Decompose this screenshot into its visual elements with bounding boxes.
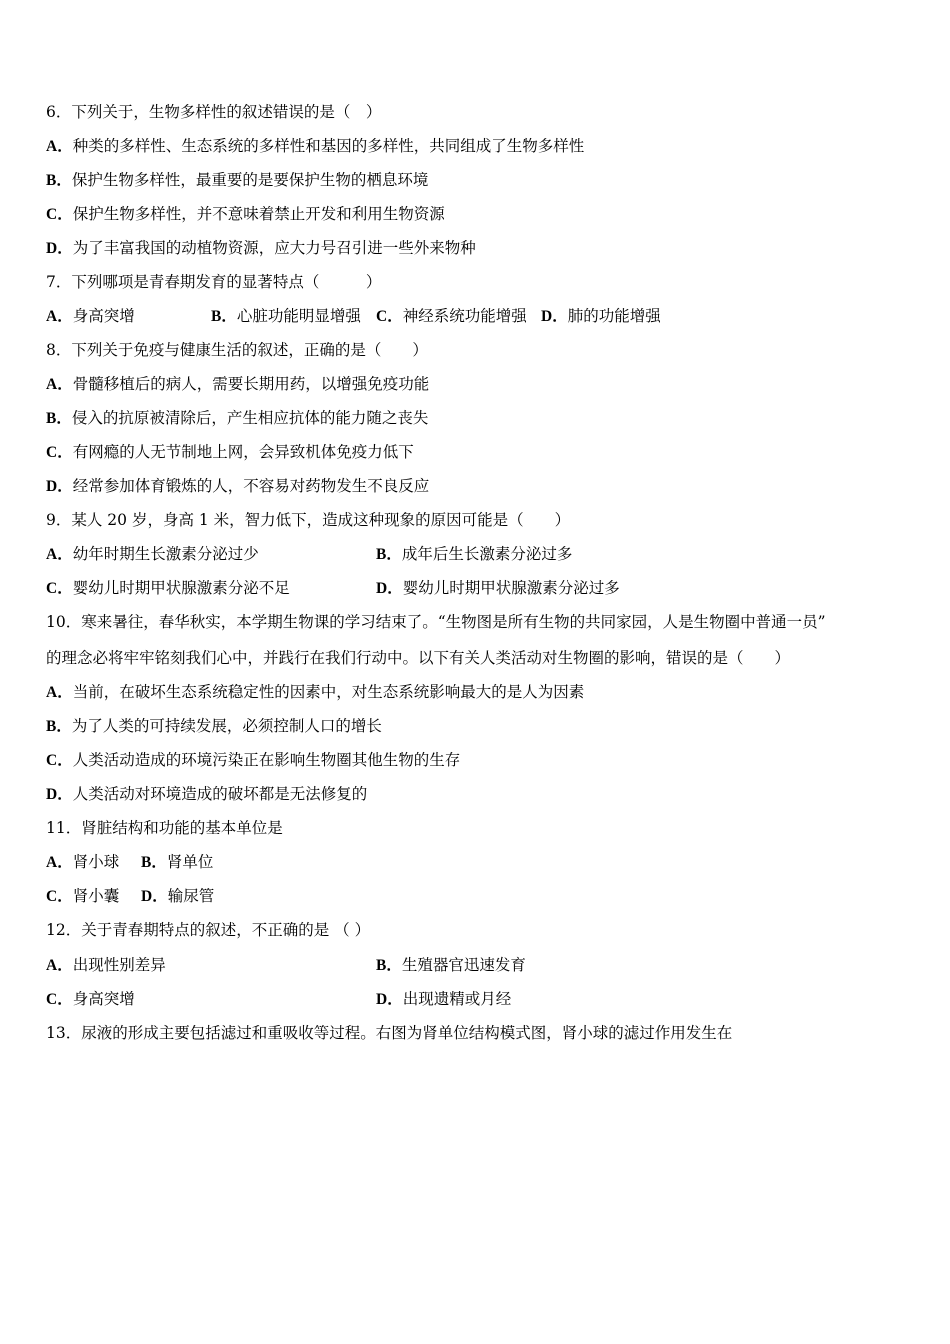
option-text: 成年后生长激素分泌过多 <box>401 545 573 563</box>
option-letter: B． <box>46 172 72 189</box>
question-8-option-b <box>46 408 428 429</box>
question-6-option-c <box>46 204 445 225</box>
option-text: 身高突增 <box>72 307 135 325</box>
option-letter: C． <box>376 308 403 325</box>
question-7-option-c <box>376 306 527 327</box>
option-text: 当前，在破坏生态系统稳定性的因素中，对生态系统影响最大的是人为因素 <box>72 683 585 701</box>
option-text: 种类的多样性、生态系统的多样性和基因的多样性，共同组成了生物多样性 <box>72 137 585 155</box>
option-letter: C． <box>46 206 73 223</box>
option-letter: D． <box>46 478 73 495</box>
option-letter: C． <box>46 444 73 461</box>
option-letter: D． <box>46 786 73 803</box>
option-text: 人类活动造成的环境污染正在影响生物圈其他生物的生存 <box>72 751 461 769</box>
question-11-option-d <box>141 886 214 907</box>
question-10-stem-line2: 的理念必将牢牢铭刻我们心中，并践行在我们行动中。以下有关人类活动对生物圈的影响，错误的是（ ） <box>46 649 791 667</box>
option-letter: B． <box>46 410 72 427</box>
option-text: 骨髓移植后的病人，需要长期用药，以增强免疫功能 <box>72 375 430 393</box>
question-7-option-b <box>211 306 361 327</box>
question-8-stem: 8．下列关于免疫与健康生活的叙述，正确的是（ ） <box>46 341 428 359</box>
option-text: 婴幼儿时期甲状腺激素分泌过多 <box>402 579 620 597</box>
option-text: 侵入的抗原被清除后，产生相应抗体的能力随之丧失 <box>71 409 429 427</box>
question-9-option-a <box>46 544 259 565</box>
question-12-option-d <box>376 989 511 1010</box>
option-text: 身高突增 <box>72 990 135 1008</box>
option-letter: D． <box>141 888 168 905</box>
option-letter: A． <box>46 854 73 871</box>
option-letter: A． <box>46 376 73 393</box>
option-letter: A． <box>46 138 73 155</box>
option-letter: A． <box>46 308 73 325</box>
question-12-option-b <box>376 955 526 976</box>
question-9-option-c <box>46 578 290 599</box>
option-text: 为了人类的可持续发展，必须控制人口的增长 <box>71 717 382 735</box>
question-11-option-b <box>141 852 213 873</box>
option-letter: B． <box>141 854 167 871</box>
option-letter: A． <box>46 957 73 974</box>
question-7-option-a <box>46 306 135 327</box>
option-text: 肾小球 <box>72 853 120 871</box>
option-letter: B． <box>376 546 402 563</box>
question-7-stem: 7．下列哪项是青春期发育的显著特点（ ） <box>46 273 382 291</box>
question-9-option-b <box>376 544 572 565</box>
option-text: 神经系统功能增强 <box>402 307 527 325</box>
option-text: 出现性别差异 <box>72 956 166 974</box>
question-10-option-d <box>46 784 367 805</box>
question-9-stem: 9．某人 20 岁，身高 1 米，智力低下，造成这种现象的原因可能是（ ） <box>46 511 571 529</box>
option-letter: A． <box>46 546 73 563</box>
question-13-stem: 13．尿液的形成主要包括滤过和重吸收等过程。右图为肾单位结构模式图，肾小球的滤过作用发生在 <box>46 1024 733 1042</box>
option-text: 有网瘾的人无节制地上网，会异致机体免疫力低下 <box>72 443 414 461</box>
question-8-option-a <box>46 374 429 395</box>
question-6-option-b <box>46 170 428 191</box>
question-10-option-a <box>46 682 584 703</box>
option-text: 经常参加体育锻炼的人，不容易对药物发生不良反应 <box>72 477 430 495</box>
option-text: 婴幼儿时期甲状腺激素分泌不足 <box>72 579 290 597</box>
option-letter: D． <box>376 991 403 1008</box>
option-letter: C． <box>46 580 73 597</box>
option-letter: D． <box>376 580 403 597</box>
option-text: 人类活动对环境造成的破坏都是无法修复的 <box>72 785 368 803</box>
question-6-option-a <box>46 136 584 157</box>
option-letter: B． <box>376 957 402 974</box>
option-text: 肾小囊 <box>72 887 120 905</box>
option-text: 保护生物多样性，并不意味着禁止开发和利用生物资源 <box>72 205 445 223</box>
question-8-option-d <box>46 476 429 497</box>
option-text: 保护生物多样性，最重要的是要保护生物的栖息环境 <box>71 171 429 189</box>
question-10-option-c <box>46 750 460 771</box>
question-11-option-c <box>46 886 119 907</box>
option-text: 为了丰富我国的动植物资源，应大力号召引进一些外来物种 <box>72 239 476 257</box>
question-10-stem-line1: 10．寒来暑往，春华秋实，本学期生物课的学习结束了。“生物图是所有生物的共同家园，人是生物圈中普通一员” <box>46 613 826 631</box>
question-8-option-c <box>46 442 414 463</box>
option-text: 生殖器官迅速发育 <box>401 956 526 974</box>
option-text: 输尿管 <box>167 887 215 905</box>
question-12-stem: 12．关于青春期特点的叙述，不正确的是 （ ） <box>46 921 371 939</box>
question-9-option-d <box>376 578 620 599</box>
option-letter: B． <box>211 308 237 325</box>
option-letter: B． <box>46 718 72 735</box>
question-12-option-c <box>46 989 135 1010</box>
question-6-stem: 6．下列关于，生物多样性的叙述错误的是（ ） <box>46 103 382 121</box>
option-letter: D． <box>541 308 568 325</box>
question-12-option-a <box>46 955 166 976</box>
question-11-stem: 11．肾脏结构和功能的基本单位是 <box>46 819 283 837</box>
option-letter: C． <box>46 752 73 769</box>
option-letter: A． <box>46 684 73 701</box>
question-6-option-d <box>46 238 476 259</box>
option-text: 出现遗精或月经 <box>402 990 512 1008</box>
option-text: 肾单位 <box>166 853 214 871</box>
option-letter: C． <box>46 888 73 905</box>
question-11-option-a <box>46 852 119 873</box>
question-10-option-b <box>46 716 382 737</box>
option-letter: C． <box>46 991 73 1008</box>
question-7-option-d <box>541 306 661 327</box>
option-letter: D． <box>46 240 73 257</box>
option-text: 心脏功能明显增强 <box>236 307 361 325</box>
option-text: 肺的功能增强 <box>567 307 661 325</box>
option-text: 幼年时期生长激素分泌过少 <box>72 545 259 563</box>
